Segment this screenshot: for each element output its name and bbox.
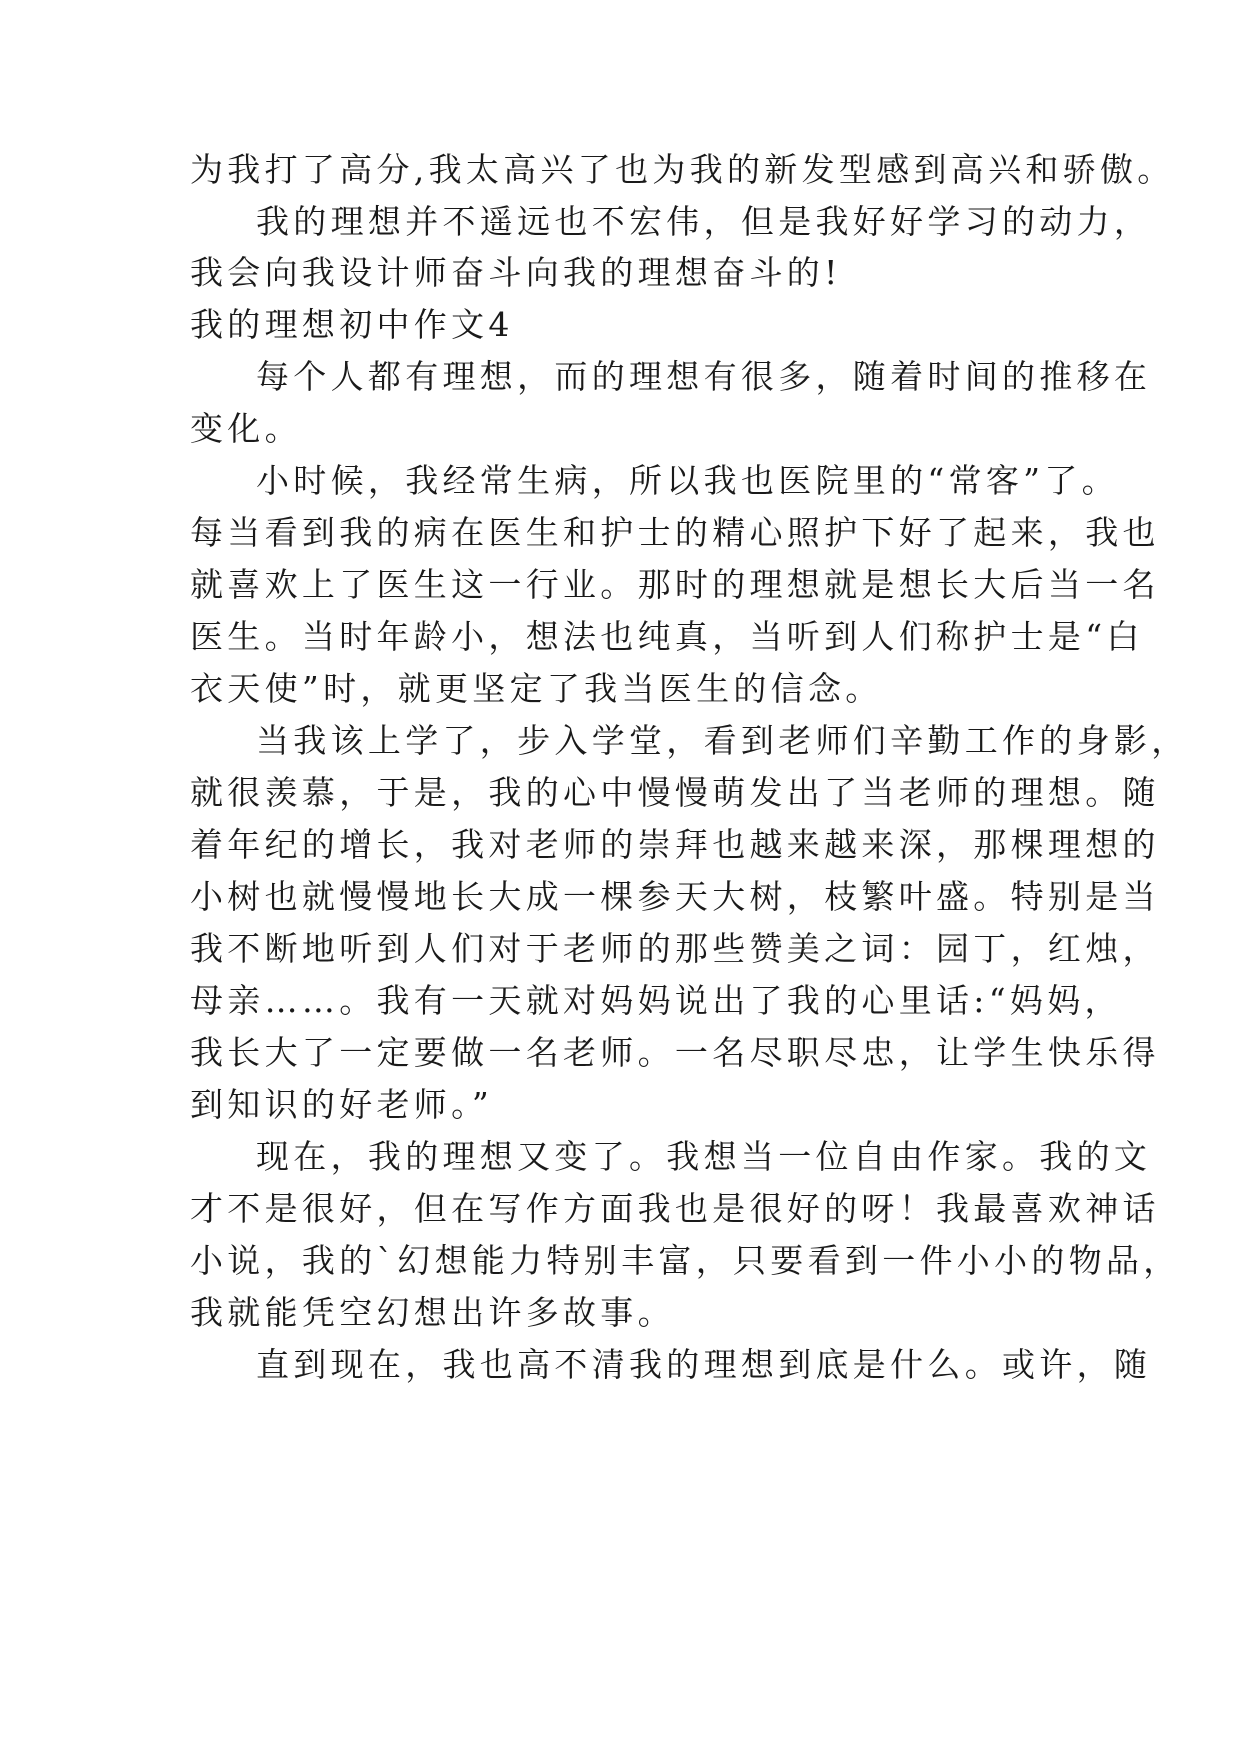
- text-line: 变化。: [190, 409, 302, 448]
- paragraph-line: 每个人都有理想，而的理想有很多，随着时间的推移在: [256, 357, 1152, 396]
- text-line: 母亲……。我有一天就对妈妈说出了我的心里话:“妈妈，: [190, 981, 1122, 1020]
- text-line: 到知识的好老师。”: [190, 1085, 494, 1124]
- paragraph-line: 我的理想并不遥远也不宏伟，但是我好好学习的动力，: [256, 202, 1152, 241]
- paragraph-line: 当我该上学了，步入学堂，看到老师们辛勤工作的身影，: [256, 721, 1189, 760]
- text-line: 我不断地听到人们对于老师的那些赞美之词：园丁，红烛，: [190, 929, 1160, 968]
- text-line: 我会向我设计师奋斗向我的理想奋斗的!: [190, 253, 842, 292]
- paragraph-line: 直到现在，我也高不清我的理想到底是什么。或许，随: [256, 1345, 1152, 1384]
- text-line: 小树也就慢慢地长大成一棵参天大树，枝繁叶盛。特别是当: [190, 877, 1160, 916]
- text-line: 小说，我的`幻想能力特别丰富，只要看到一件小小的物品，: [190, 1241, 1181, 1280]
- paragraph-line: 现在，我的理想又变了。我想当一位自由作家。我的文: [256, 1137, 1152, 1176]
- text-line: 着年纪的增长，我对老师的崇拜也越来越来深，那棵理想的: [190, 825, 1160, 864]
- text-line: 医生。当时年龄小，想法也纯真，当听到人们称护士是“白: [190, 617, 1144, 656]
- text-line: 每当看到我的病在医生和护士的精心照护下好了起来，我也: [190, 513, 1160, 552]
- paragraph-line: 小时候，我经常生病，所以我也医院里的“常客”了。: [256, 461, 1119, 500]
- text-line: 才不是很好，但在写作方面我也是很好的呀！我最喜欢神话: [190, 1189, 1160, 1228]
- section-heading: 我的理想初中作文4: [190, 305, 514, 344]
- text-line: 我长大了一定要做一名老师。一名尽职尽忠，让学生快乐得: [190, 1033, 1160, 1072]
- text-line: 为我打了高分,我太高兴了也为我的新发型感到高兴和骄傲。: [190, 150, 1175, 189]
- text-line: 衣天使”时，就更坚定了我当医生的信念。: [190, 669, 883, 708]
- text-line: 就喜欢上了医生这一行业。那时的理想就是想长大后当一名: [190, 565, 1160, 604]
- text-line: 我就能凭空幻想出许多故事。: [190, 1293, 675, 1332]
- text-line: 就很羡慕，于是，我的心中慢慢萌发出了当老师的理想。随: [190, 773, 1160, 812]
